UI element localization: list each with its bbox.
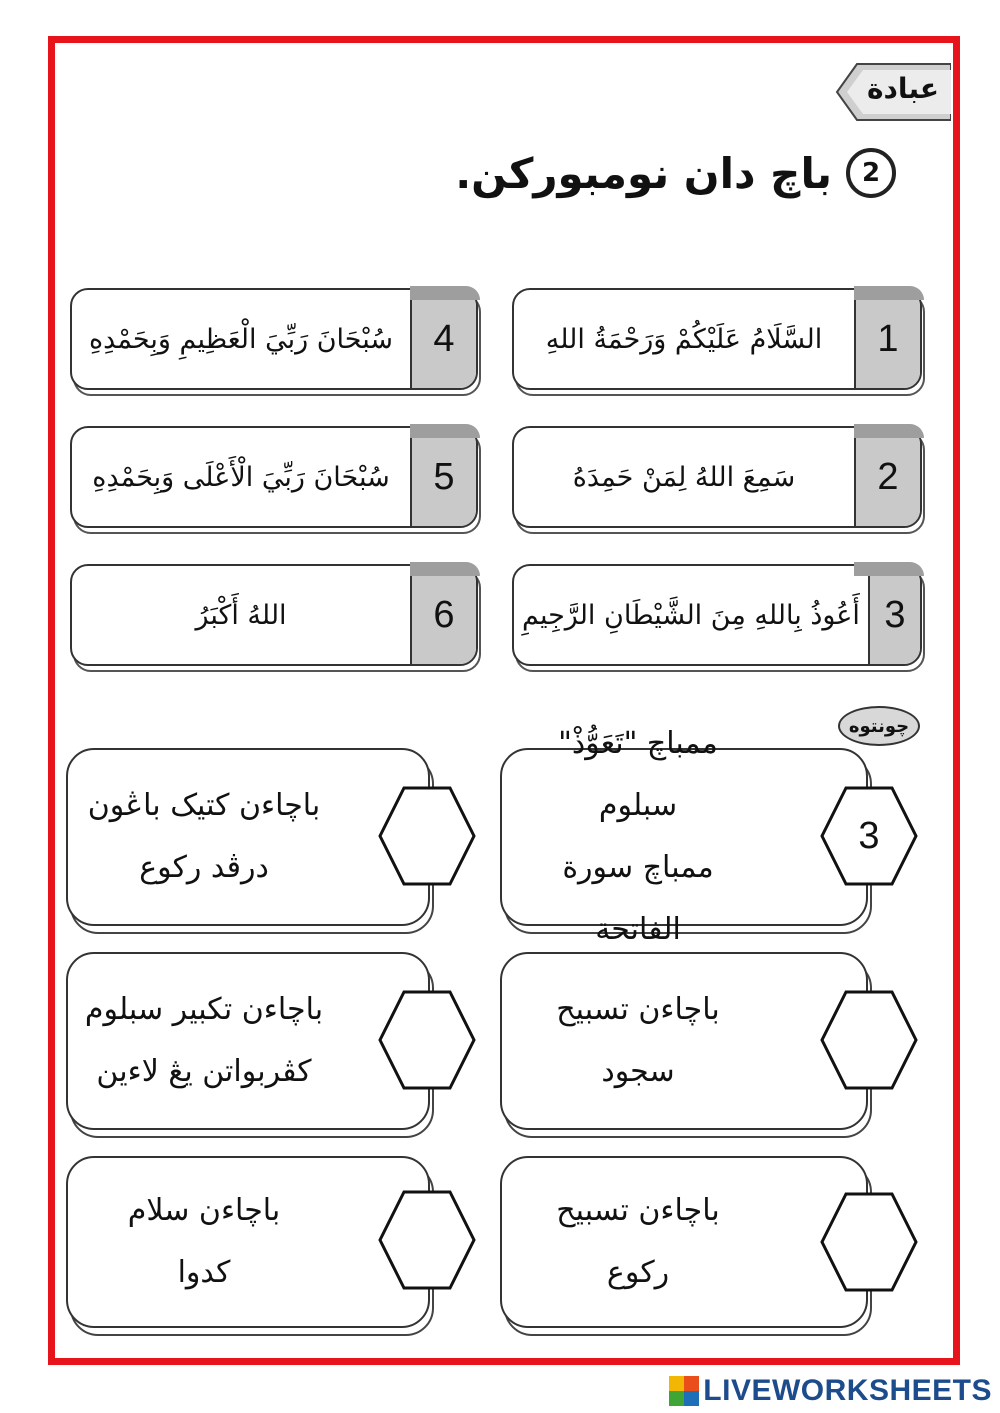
footer-brand-text: LIVEWORKSHEETS [703, 1374, 992, 1407]
answer-line-1: باچاءن تكبير سبلوم [84, 992, 324, 1027]
answer-box-takbir [66, 952, 430, 1130]
answer-hexagon-value[interactable] [378, 786, 476, 886]
answer-line-2: ممباچ سورة الفاتحة [562, 850, 714, 947]
answer-box-salam [66, 1156, 430, 1328]
answer-hexagon-salam[interactable] [378, 1190, 476, 1290]
answer-hexagon-example [820, 786, 918, 886]
recitation-card-4 [70, 288, 478, 390]
section-tag-label: عبادة [867, 72, 939, 105]
recitation-card-5 [70, 426, 478, 528]
answer-box-example [500, 726, 868, 947]
answer-line-2: كڤربواتن يڠ لاءين [96, 1054, 312, 1089]
recitation-number: 2 [854, 428, 920, 526]
example-badge: چونتوه [838, 706, 920, 746]
answer-hexagon-value: 3 [858, 814, 880, 857]
answer-line-2: كدوا [177, 1255, 231, 1290]
answer-line-2: درڤد ركوع [139, 850, 269, 885]
instruction-title [455, 148, 896, 198]
recitation-text: أَعُوذُ بِاللهِ مِنَ الشَّيْطَانِ الرَّجِيمِ [522, 599, 860, 631]
recitation-text: اللهُ أَكْبَرُ [195, 599, 287, 631]
answer-hexagon-itidal[interactable] [378, 786, 476, 886]
answer-line-1: باچاءن تسبيح [556, 1193, 720, 1228]
question-number: 2 [846, 148, 896, 198]
answer-line-1: ممباچ "تَعَوُّذْ" سبلوم [558, 726, 718, 823]
instruction-text: باچ دان نومبوركن. [455, 148, 832, 198]
recitation-card-2 [512, 426, 922, 528]
answer-line-2: ركوع [606, 1255, 670, 1290]
recitation-text: سُبْحَانَ رَبِّيَ الْعَظِيمِ وَبِحَمْدِهِ [89, 323, 393, 355]
answer-line-2: سجود [601, 1054, 675, 1089]
recitation-text: السَّلَامُ عَلَيْكُمْ وَرَحْمَةُ اللهِ [545, 323, 823, 355]
recitation-number: 3 [868, 566, 920, 664]
answer-hexagon-value[interactable] [378, 990, 476, 1090]
liveworksheets-logo-icon [669, 1376, 699, 1406]
answer-hexagon-sujud[interactable] [820, 990, 918, 1090]
recitation-number: 5 [410, 428, 476, 526]
recitation-card-1 [512, 288, 922, 390]
recitation-number: 6 [410, 566, 476, 664]
recitation-number: 1 [854, 290, 920, 388]
recitation-number: 4 [410, 290, 476, 388]
answer-box-sujud [500, 952, 868, 1130]
answer-hexagon-value[interactable] [378, 1190, 476, 1290]
answer-hexagon-takbir[interactable] [378, 990, 476, 1090]
section-tag [833, 60, 951, 122]
recitation-text: سُبْحَانَ رَبِّيَ الْأَعْلَى وَبِحَمْدِهِ [92, 461, 390, 493]
recitation-card-3 [512, 564, 922, 666]
answer-box-itidal [66, 748, 430, 926]
answer-hexagon-value[interactable] [820, 990, 918, 1090]
recitation-card-6 [70, 564, 478, 666]
footer-brand [669, 1374, 992, 1408]
recitation-text: سَمِعَ اللهُ لِمَنْ حَمِدَهُ [572, 461, 796, 493]
answer-hexagon-value[interactable] [820, 1192, 918, 1292]
answer-line-1: باچاءن كتيک باڠون [87, 788, 321, 823]
answer-line-1: باچاءن تسبيح [556, 992, 720, 1027]
answer-line-1: باچاءن سلام [127, 1193, 281, 1228]
answer-hexagon-ruku[interactable] [820, 1192, 918, 1292]
answer-box-ruku [500, 1156, 868, 1328]
